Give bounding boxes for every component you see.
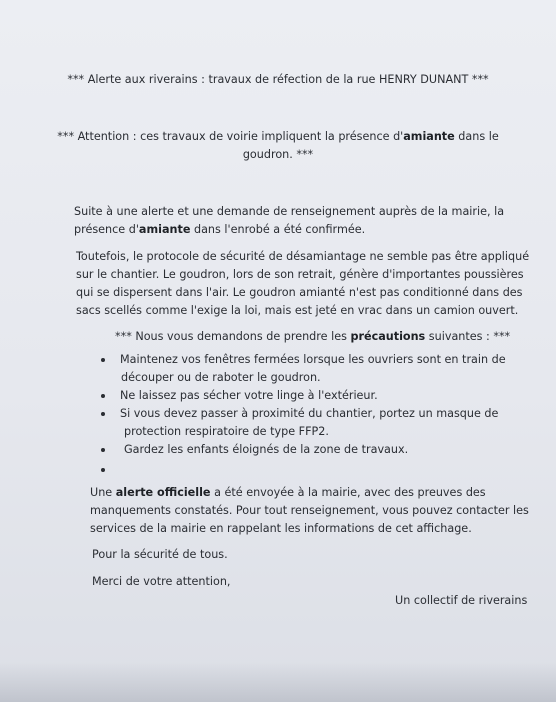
precautions-bold: précautions	[350, 330, 426, 343]
list-item: Gardez les enfants éloignés de la zone de travaux.	[98, 441, 506, 459]
paragraph-3-line-1: Une alerte officielle a été envoyée à la mairie, avec des preuves des	[90, 486, 486, 499]
bullet-dot	[101, 394, 105, 398]
bullet-dot	[101, 358, 105, 362]
list-item: Ne laissez pas sécher votre linge à l'extérieur.	[98, 387, 506, 405]
safety-line: Pour la sécurité de tous.	[92, 548, 228, 561]
paragraph-1-line-2: présence d'amiante dans l'enrobé a été confirmée.	[74, 223, 366, 236]
attention-line-1: *** Attention : ces travaux de voirie impliquent la présence d'amiante dans le	[57, 130, 499, 143]
alert-title: *** Alerte aux riverains : travaux de réfection de la rue HENRY DUNANT ***	[67, 73, 489, 86]
precautions-list	[98, 351, 506, 479]
paragraph-amiante-bold: amiante	[138, 223, 191, 236]
paragraph-2-line-1: Toutefois, le protocole de sécurité de désamiantage ne semble pas être appliqué	[76, 250, 530, 263]
list-item	[98, 461, 506, 479]
attention-amiante-bold: amiante	[403, 130, 455, 143]
signature: Un collectif de riverains	[395, 594, 528, 607]
list-item: Si vous devez passer à proximité du chantier, portez un masque de protection respiratoire de type FFP2.	[98, 405, 506, 441]
paragraph-2-line-2: sur le chantier. Le goudron, lors de son retrait, génère d'importantes poussières	[76, 268, 524, 281]
official-alert-bold: alerte officielle	[115, 486, 211, 499]
bullet-dot	[101, 448, 105, 452]
paragraph-1-line-1: Suite à une alerte et une demande de renseignement auprès de la mairie, la	[74, 205, 505, 218]
bullet-dot	[101, 412, 105, 416]
paragraph-3-line-3: services de la mairie en rappelant les informations de cet affichage.	[90, 522, 472, 535]
precautions-heading: *** Nous vous demandons de prendre les précautions suivantes : ***	[115, 330, 511, 343]
list-item: Maintenez vos fenêtres fermées lorsque les ouvriers sont en train de découper ou de raboter le goudron.	[98, 351, 506, 387]
attention-line-2: goudron. ***	[242, 148, 314, 161]
thanks-line: Merci de votre attention,	[92, 575, 231, 588]
bullet-dot	[101, 468, 105, 472]
paragraph-2-line-4: sacs scellés comme l'exige la loi, mais est jeté en vrac dans un camion ouvert.	[76, 304, 519, 317]
page-shadow	[0, 662, 556, 702]
paragraph-3-line-2: manquements constatés. Pour tout renseignement, vous pouvez contacter les	[90, 504, 529, 517]
paragraph-2-line-3: qui se dispersent dans l'air. Le goudron amianté n'est pas conditionné dans des	[76, 286, 523, 299]
